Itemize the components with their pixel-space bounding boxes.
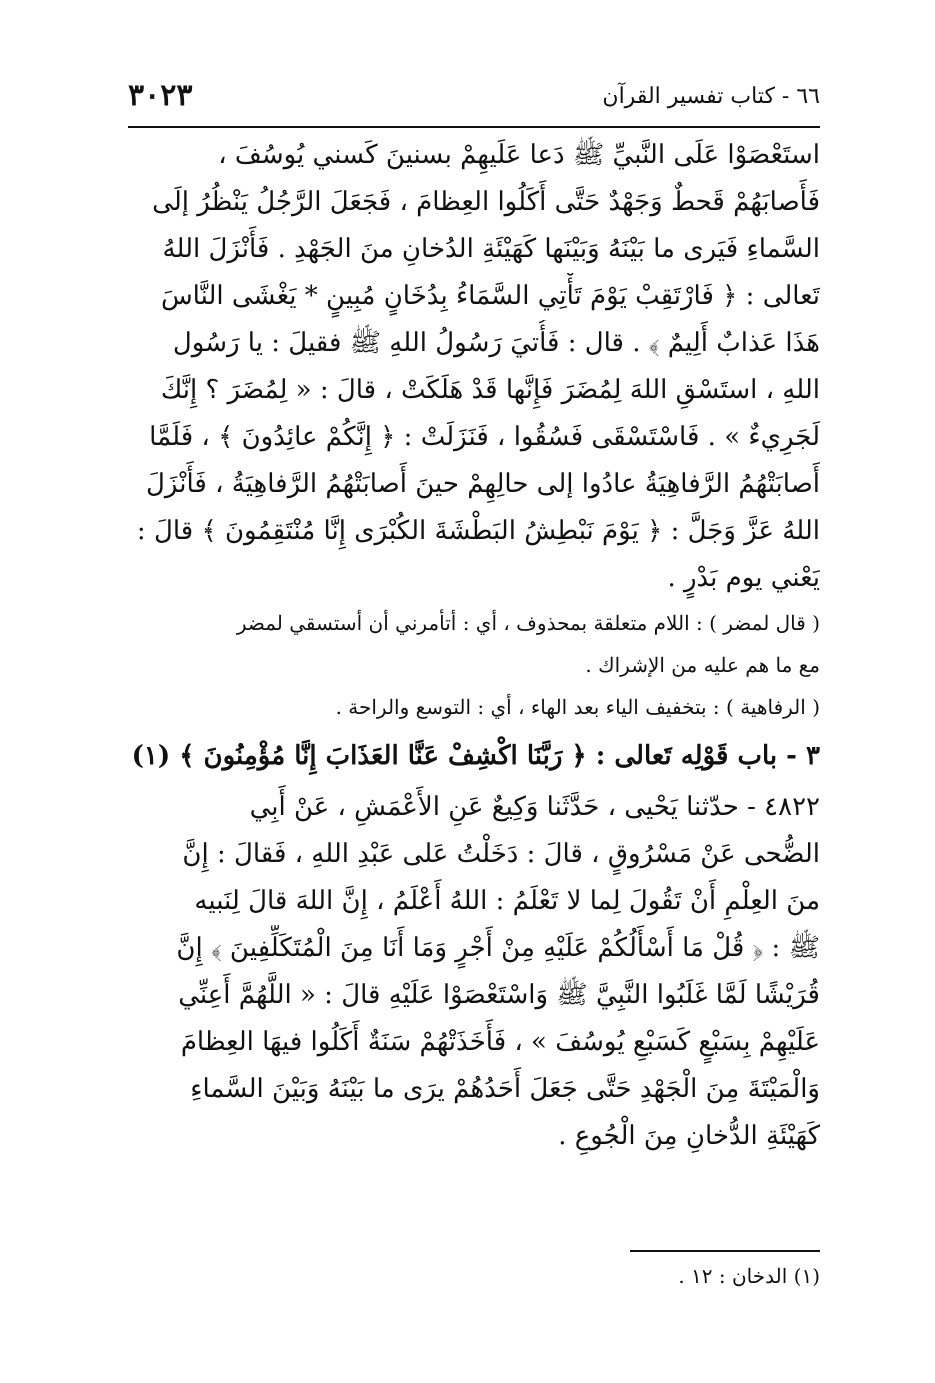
- text-line: اللهِ ، استَسْقِ اللهَ لِمُضَرَ فَإِنَّها قَدْ هَلَكَتْ ، قالَ : « لِمُضَرَ ؟ إِنَّكَ: [160, 375, 820, 405]
- text-line: لَجَرِيءٌ » . فَاسْتَسْقَى فَسُقُوا ، فَنَزَلَتْ : ﴿ إِنَّكُمْ عائِدُونَ ﴾ ، فَلَمَّا: [149, 422, 820, 452]
- header-rule: [128, 126, 820, 128]
- section-heading: ٣ - باب قَوْلِه تَعالى : ﴿ رَبَّنَا اكْشِفْ عَنَّا العَذَابَ إِنَّا مُؤْمِنُونَ ﴾ (١): [131, 741, 820, 771]
- note-line: مع ما هم عليه من الإشراك .: [585, 653, 820, 677]
- text-line: تَعالى : ﴿ فَارْتَقِبْ يَوْمَ تَأْتِي السَّمَاءُ بِدُخَانٍ مُبِينٍ * يَغْشَى النَّاسَ: [160, 281, 820, 311]
- page-number: ٣٠٢٣: [128, 78, 193, 113]
- text-line: وَالْمَيْتَةَ مِنَ الْجَهْدِ حَتَّى جَعَلَ أَحَدُهُمْ يرَى ما بَيْنَهُ وَبَيْنَ السَّماءِ: [190, 1074, 820, 1104]
- paragraph-1: [128, 132, 820, 602]
- text-line: السَّماءِ فَيَرى ما بَيْنَهُ وَبَيْنَها كَهَيْئَةِ الدُخانِ منَ الجَهْدِ . فَأَنْزَلَ اللهُ: [162, 234, 820, 264]
- text-line: عَلَيْهِمْ بِسَبْعٍ كَسَبْعِ يُوسُفَ » ، فَأَخَذَتْهُمْ سَنَةٌ أَكَلُوا فيهَا العِظامَ: [180, 1027, 820, 1057]
- text-line: يَعْني يوم بَدْرٍ .: [667, 563, 820, 593]
- text-line: منَ العِلْمِ أَنْ تَقُولَ لِما لا تَعْلَمُ : اللهُ أَعْلَمُ ، إِنَّ اللهَ قالَ لِنَبيه: [194, 886, 820, 916]
- text-line: قُرَيْشًا لَمَّا غَلَبُوا النَّبِيَّ ﷺ وَاسْتَعْصَوْا عَلَيْهِ قالَ : « اللَّهُمَّ أَعِنِّي: [178, 980, 820, 1010]
- text-line: ﷺ : ﴿ قُلْ مَا أَسْأَلُكُمْ عَلَيْهِ مِنْ أَجْرٍ وَمَا أَنَا مِنَ الْمُتَكَلِّفِينَ ﴾ إِنَّ: [176, 933, 820, 963]
- footnote: (١) الدخان : ١٢ .: [678, 1264, 820, 1288]
- text-line: هَذَا عَذابٌ أَلِيمٌ ﴾ . قال : فَأُتيَ رَسُولُ اللهِ ﷺ فقيلَ : يا رَسُول: [172, 328, 820, 358]
- note-line: ( الرفاهية ) : بتخفيف الياء بعد الهاء ، أي : التوسع والراحة .: [335, 695, 820, 719]
- text-line: اللهُ عَزَّ وَجَلَّ : ﴿ يَوْمَ نَبْطِشُ البَطْشَةَ الكُبْرَى إِنَّا مُنْتَقِمُونَ ﴾ قالَ :: [136, 516, 820, 546]
- running-title: ٦٦ - كتاب تفسير القرآن: [602, 84, 820, 109]
- text-line: الضُّحى عَنْ مَسْرُوقٍ ، قالَ : دَخَلْتُ عَلى عَبْدِ اللهِ ، فَقالَ : إِنَّ: [182, 839, 820, 869]
- paragraph-2: [128, 784, 820, 1160]
- text-line: فَأَصابَهُمْ قَحطٌ وَجَهْدٌ حَتَّى أَكَلُوا العِظامَ ، فَجَعَلَ الرَّجُلُ يَنْظُرُ إلَى: [152, 187, 820, 217]
- explanatory-notes: [128, 602, 820, 728]
- text-line: استَعْصَوْا عَلَى النَّبيِّ ﷺ دَعا عَلَيهِمْ بسنينَ كَسني يُوسُفَ ،: [218, 140, 820, 170]
- text-line: كَهَيْئَةِ الدُّخانِ مِنَ الْجُوعِ .: [558, 1121, 820, 1151]
- text-line: أَصابَتْهُمُ الرَّفاهِيَةُ عادُوا إلى حالِهِمْ حينَ أَصابَتْهُمُ الرَّفاهِيَةُ ، فَأَنْزَلَ: [146, 469, 820, 499]
- text-line: ٤٨٢٢ - حدّثنا يَحْيى ، حَدَّثَنا وَكِيعٌ عَنِ الأَعْمَشِ ، عَنْ أَبِي: [249, 792, 820, 822]
- page-body: [128, 132, 820, 1160]
- note-line: ( قال لمضر ) : اللام متعلقة بمحذوف ، أي : أتأمرني أن أستسقي لمضر: [236, 611, 820, 635]
- footnote-rule: [630, 1250, 820, 1252]
- page-header: [128, 72, 820, 124]
